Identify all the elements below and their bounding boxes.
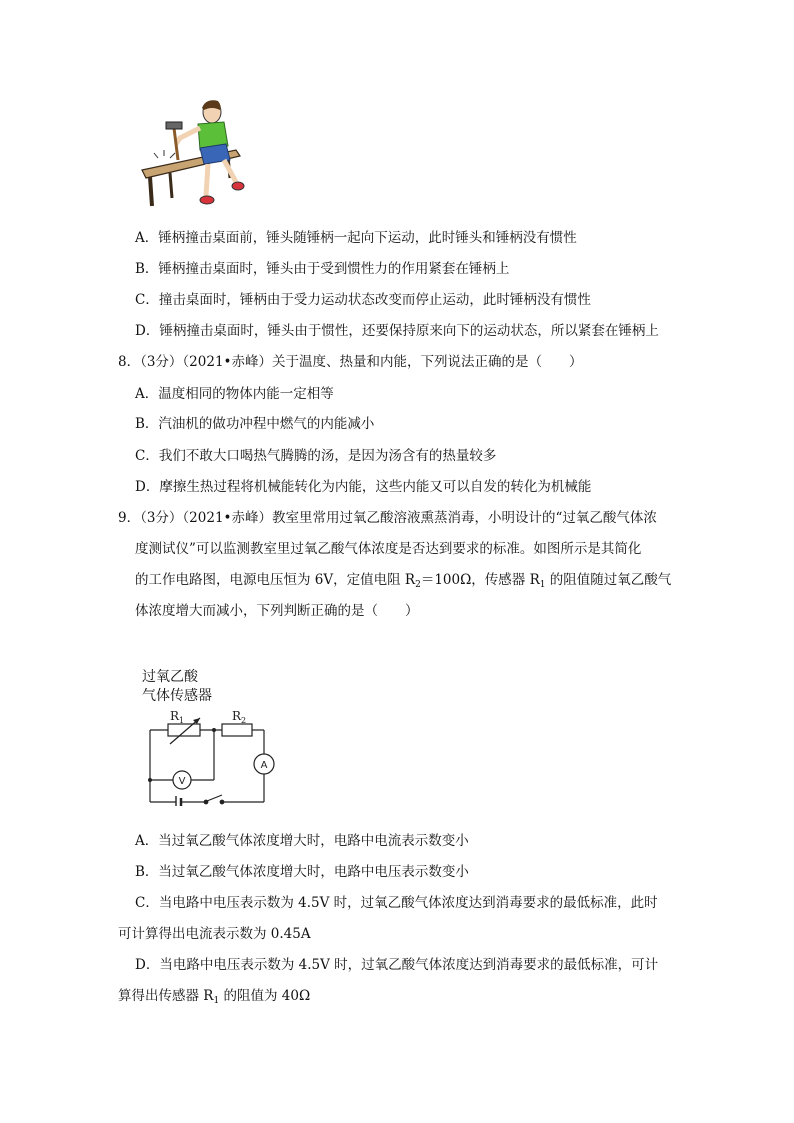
q9-option-c-line1: C．当电路中电压表示数为 4.5V 时，过氧乙酸气体浓度达到消毒要求的最低标准，此时 [135,895,658,911]
hammer-boy-illustration [140,98,245,213]
q9-option-d-line2: 算得出传感器 $R_1$ 的阻值为 40Ω [118,988,311,1006]
r2-resistor [222,724,252,736]
circuit-diagram [140,706,280,806]
r1-resistor [168,724,200,736]
q9-option-a: A．当过氧乙酸气体浓度增大时，电路中电流表示数变小 [135,833,469,849]
q8-stem: 8．（3分）（2021•赤峰）关于温度、热量和内能，下列说法正确的是（ ） [118,354,583,370]
q8-option-c: C．我们不敢大口喝热气腾腾的汤，是因为汤含有的热量较多 [135,448,497,464]
ammeter-label: A [260,760,268,771]
q7-option-b: B．锤柄撞击桌面时，锤头由于受到惯性力的作用紧套在锤柄上 [135,261,510,277]
q7-option-a: A．锤柄撞击桌面前，锤头随锤柄一起向下运动，此时锤头和锤柄没有惯性 [135,230,577,246]
q7-option-d: D．锤柄撞击桌面时，锤头由于惯性，还要保持原来向下的运动状态，所以紧套在锤柄上 [135,323,659,339]
q9-option-b: B．当过氧乙酸气体浓度增大时，电路中电压表示数变小 [135,864,469,880]
sensor-label-line1: 过氧乙酸 [142,669,198,685]
r2-label: $R_2$ [232,709,247,725]
sensor-label-line2: 气体传感器 [142,688,212,704]
r1-label: $R_1$ [170,709,185,725]
q8-option-a: A．温度相同的物体内能一定相等 [135,386,334,402]
q7-option-c: C．撞击桌面时，锤柄由于受力运动状态改变而停止运动，此时锤柄没有惯性 [135,292,591,308]
q9-stem-line1: 9．（3分）（2021•赤峰）教室里常用过氧乙酸溶液熏蒸消毒，小明设计的“过氧乙酸气体浓 [118,510,657,526]
q9-option-d-line1: D．当电路中电压表示数为 4.5V 时，过氧乙酸气体浓度达到消毒要求的最低标准，可计 [135,957,659,973]
q9-stem-line2: 度测试仪”可以监测教室里过氧乙酸气体浓度是否达到要求的标准。如图所示是其简化 [135,541,642,557]
q9-stem-line3: 的工作电路图，电源电压恒为 6V，定值电阻 $R_2=100\Omega$，传感器 $R_1$ 的阻值随过氧乙酸气 [135,572,672,590]
q9-stem-line4: 体浓度增大而减小，下列判断正确的是（ ） [135,603,419,619]
q8-option-d: D．摩擦生热过程将机械能转化为内能，这些内能又可以自发的转化为机械能 [135,479,592,495]
q9-option-c-line2: 可计算得出电流表示数为 0.45A [118,926,311,942]
q8-option-b: B．汽油机的做功冲程中燃气的内能减小 [135,416,375,432]
voltmeter-label: V [178,776,186,787]
